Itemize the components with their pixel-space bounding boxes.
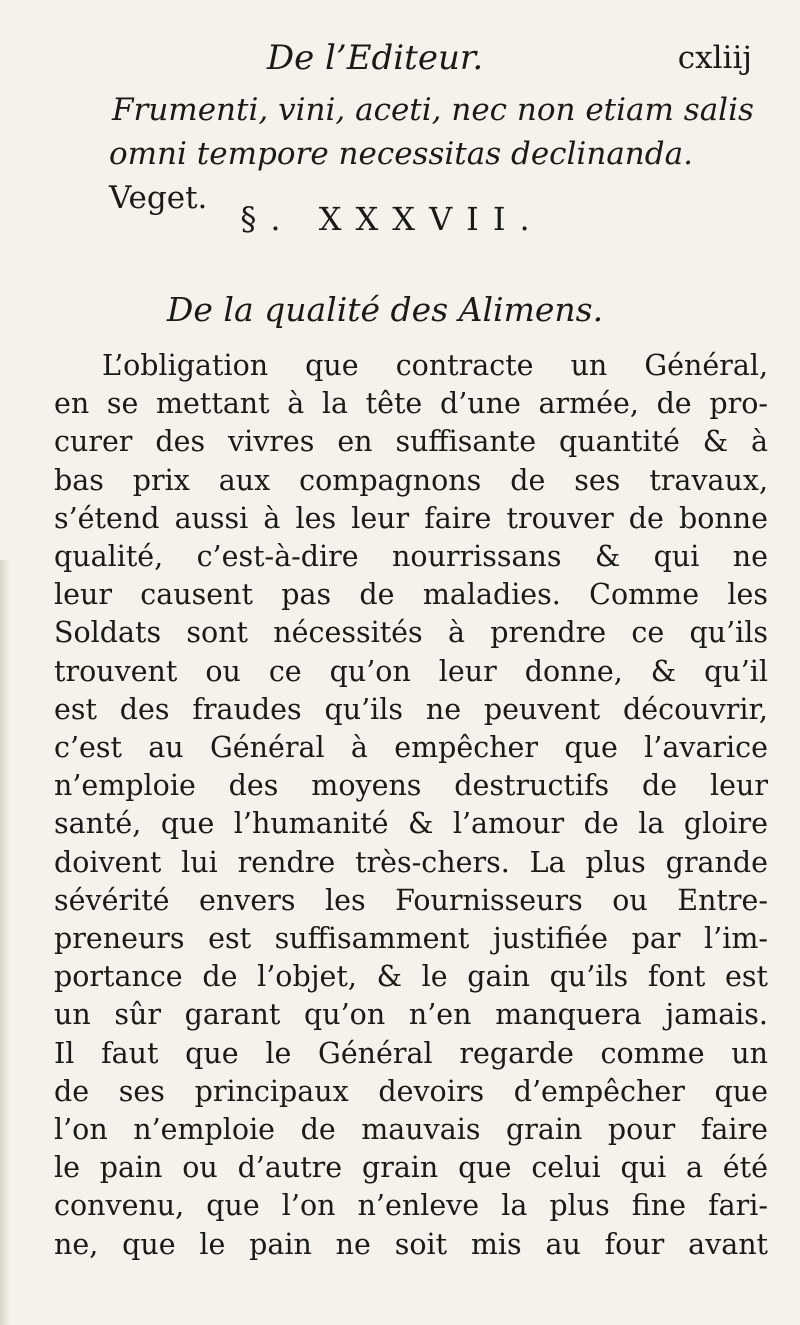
running-head-title: De l’Editeur. [266, 38, 484, 78]
latin-quotation-text: omni tempore necessitas declinanda. [109, 136, 693, 172]
body-line: Il faut que le Général regarde comme un [54, 1036, 768, 1070]
body-line: leur causent pas de maladies. Comme les [54, 578, 768, 612]
body-line: santé, que l’humanité & l’amour de la gloire [54, 807, 768, 841]
body-line: doivent lui rendre très-chers. La plus grande [54, 845, 768, 879]
body-line: trouvent ou ce qu’on leur donne, & qu’il [54, 654, 768, 688]
section-title: De la qualité des Alimens. [166, 290, 604, 329]
body-paragraph [54, 347, 768, 1264]
body-line: est des fraudes qu’ils ne peuvent découvrir, [54, 692, 768, 726]
latin-quotation-line-1: Frumenti, vini, aceti, nec non etiam salis [112, 92, 754, 128]
body-line: convenu, que l’on n’enleve la plus fine fari- [54, 1189, 768, 1223]
body-line: Soldats sont nécessités à prendre ce qu’ils [54, 616, 768, 650]
body-line: s’étend aussi à les leur faire trouver de bonne [54, 501, 768, 535]
page-edge-shadow [0, 560, 10, 1325]
body-line: un sûr garant qu’on n’en manquera jamais. [54, 998, 768, 1032]
body-line: le pain ou d’autre grain que celui qui a été [54, 1151, 768, 1185]
body-line: portance de l’objet, & le gain qu’ils font est [54, 960, 768, 994]
body-line: bas prix aux compagnons de ses travaux, [54, 463, 768, 497]
section-number: §. XXXVII. [240, 200, 544, 238]
body-line: L’obligation que contracte un Général, [102, 349, 768, 382]
page-number: cxliij [677, 40, 752, 76]
body-line: ne, que le pain ne soit mis au four avant [54, 1227, 768, 1261]
running-head [0, 38, 800, 88]
body-line: preneurs est suffisamment justifiée par l’im- [54, 922, 768, 956]
latin-quotation-source: Veget. [109, 180, 208, 216]
body-line: c’est au Général à empêcher que l’avarice [54, 731, 768, 765]
body-line: en se mettant à la tête d’une armée, de pro- [54, 387, 768, 421]
body-line: sévérité envers les Fournisseurs ou Entre- [54, 883, 768, 917]
body-line: curer des vivres en suffisante quantité & à [54, 425, 768, 459]
body-line: qualité, c’est-à-dire nourrissans & qui ne [54, 540, 768, 574]
body-line: n’emploie des moyens destructifs de leur [54, 769, 768, 803]
body-line: l’on n’emploie de mauvais grain pour faire [54, 1113, 768, 1147]
body-line: de ses principaux devoirs d’empêcher que [54, 1074, 768, 1108]
